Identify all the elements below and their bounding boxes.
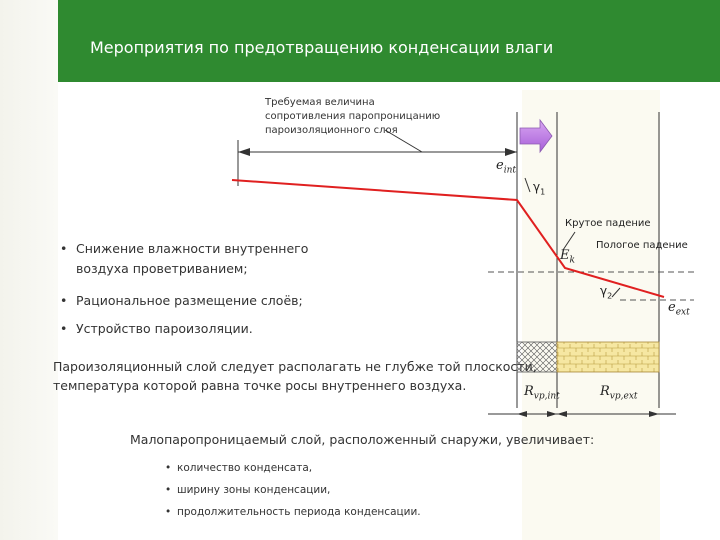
r-int-sub: vp,int (533, 391, 560, 402)
gamma1-label (533, 180, 545, 196)
dimension-arrowhead-right (505, 148, 517, 156)
required-resistance-label (265, 96, 440, 138)
gamma2-sub: 2 (607, 291, 613, 301)
effect-text: количество конденсата, (177, 462, 313, 474)
required-label-line-1: Требуемая величина (265, 97, 375, 108)
list-item: • количество конденсата, (165, 462, 313, 474)
dimension-arrowhead-left (238, 148, 250, 156)
r-int-base: R (524, 384, 534, 399)
effect-text: ширину зоны конденсации, (177, 484, 331, 496)
r-ext-sub: vp,ext (609, 391, 638, 402)
page-title: Мероприятия по предотвращению конденсации влаги (90, 38, 554, 57)
list-item-continuation (76, 260, 248, 278)
steep-drop-label: Крутое падение (565, 218, 651, 229)
bullet-text: Снижение влажности внутреннего (76, 241, 309, 256)
list-item: • Устройство пароизоляции. (60, 321, 253, 336)
note-line-2: температура которой равна точке росы внутреннего воздуха. (53, 378, 467, 393)
gentle-drop-label: Пологое падение (596, 240, 688, 251)
bottom-arrow-inner-left (517, 411, 527, 417)
e-int-sub: int (503, 165, 516, 176)
e-k-label (560, 248, 575, 266)
gamma2-marker (612, 288, 620, 297)
brick-layer (557, 342, 659, 372)
list-item: • продолжительность периода конденсации. (165, 506, 421, 518)
pressure-line (232, 180, 664, 297)
e-ext-base: e (668, 300, 676, 315)
bullet-text: Рациональное размещение слоёв; (76, 293, 303, 308)
e-ext-label (668, 300, 690, 318)
gamma2-label (600, 284, 612, 300)
gamma1-sub: 1 (540, 187, 546, 197)
e-k-base: E (560, 248, 570, 263)
list-item: • Рациональное размещение слоёв; (60, 293, 303, 308)
bottom-arrow-outer-right (649, 411, 659, 417)
bottom-arrow-mid-right (547, 411, 557, 417)
gamma1-base: γ (533, 180, 541, 194)
note-line-1: Пароизоляционный слой следует располагать не глубже той плоскости, (53, 359, 537, 374)
vapour-barrier-note (53, 357, 537, 395)
vapour-flow-arrow (520, 120, 552, 152)
bullet-text: воздуха проветриванием; (76, 261, 248, 276)
bottom-arrow-mid-left (557, 411, 567, 417)
gamma2-base: γ (600, 284, 608, 298)
effect-text: продолжительность периода конденсации. (177, 506, 421, 518)
e-int-base: e (496, 158, 504, 173)
gamma1-marker (525, 178, 530, 192)
e-int-label (496, 158, 516, 176)
e-k-sub: k (569, 255, 575, 266)
r-vp-ext-label (600, 384, 638, 402)
bullet-text: Устройство пароизоляции. (76, 321, 253, 336)
e-ext-sub: ext (675, 307, 690, 318)
bottom-title: Малопаропроницаемый слой, расположенный снаружи, увеличивает: (130, 432, 595, 447)
required-label-line-2: сопротивления паропроницанию (265, 111, 441, 122)
required-label-line-3: пароизоляционного слоя (265, 125, 398, 136)
list-item: • Снижение влажности внутреннего (60, 241, 309, 256)
r-ext-base: R (600, 384, 610, 399)
list-item: • ширину зоны конденсации, (165, 484, 331, 496)
